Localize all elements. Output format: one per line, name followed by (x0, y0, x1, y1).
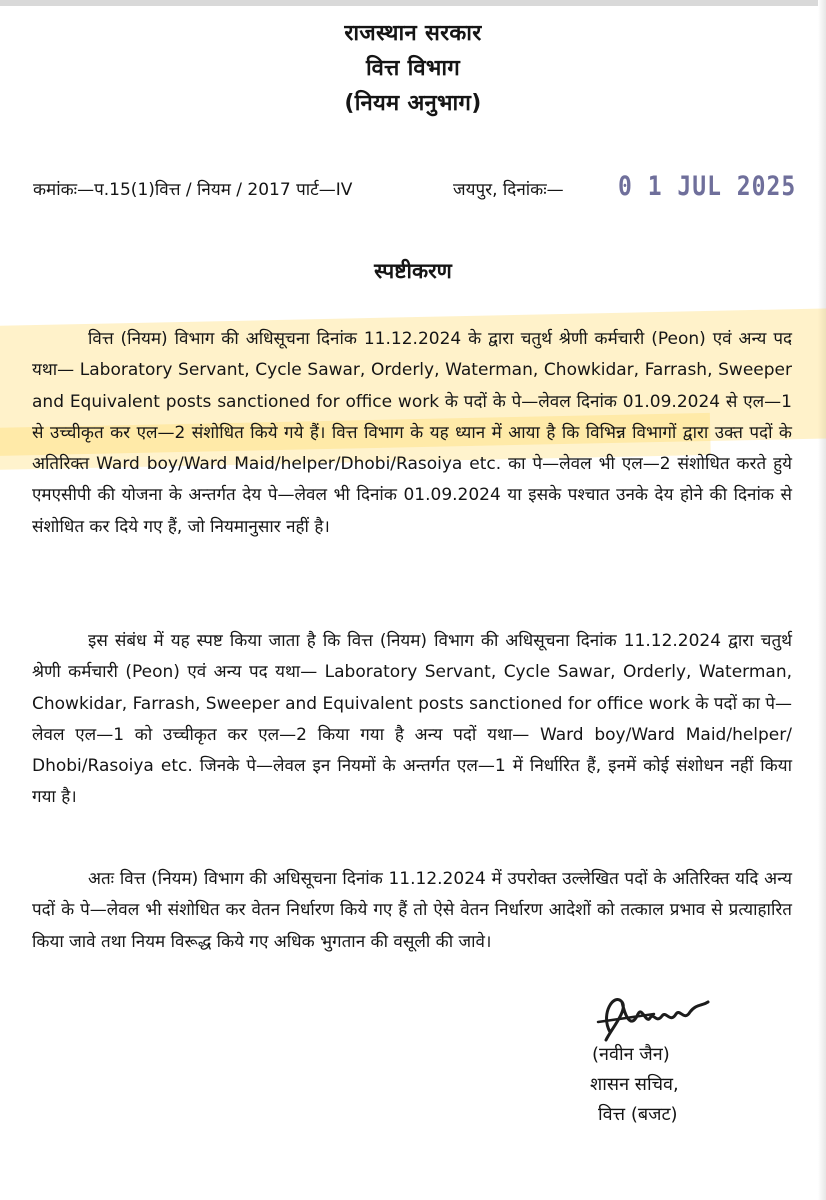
paragraph-1: वित्त (नियम) विभाग की अधिसूचना दिनांक 11.12.2024 के द्वारा चतुर्थ श्रेणी कर्मचारी (Peon) एवं अन्य पद यथा— Laboratory Servant, Cycle Sawar, Orderly, Waterman, Chowkidar, Farrash, Sweeper and Equivalent posts sanctioned for office work के पदों के पे—लेवल दिनांक 01.09.2024 से एल—1 से उच्चीकृत कर एल—2 संशोधित किये गये हैं। वित्त विभाग के यह ध्यान में आया है कि विभिन्न विभागों द्वारा उक्त पदों के अतिरिक्त Ward boy/Ward Maid/helper/Dhobi/Rasoiya etc. का पे—लेवल भी एल—2 संशोधित करते हुये एमएसीपी की योजना के अन्तर्गत देय पे—लेवल भी दिनांक 01.09.2024 या इसके पश्चात उनके देय होने की दिनांक से संशोधित कर दिये गए हैं, जो नियमानुसार नहीं है। (32, 329, 792, 537)
header-government: राजस्थान सरकार (344, 21, 482, 46)
signatory-designation: शासन सचिव, (590, 1074, 679, 1095)
reference-number: कमांकः—प.15(1)वित्त / नियम / 2017 पार्ट—IV (33, 180, 353, 200)
date-stamp: 0 1 JUL 2025 (618, 172, 797, 202)
page-right-edge (818, 0, 826, 1200)
signatory-name: (नवीन जैन) (592, 1044, 670, 1065)
paragraph-3: अतः वित्त (नियम) विभाग की अधिसूचना दिनांक 11.12.2024 में उपरोक्त उल्लेखित पदों के अतिरिक्त यदि अन्य पदों के पे—लेवल भी संशोधित कर वेतन निर्धारण किये गए हैं तो ऐसे वेतन निर्धारण आदेशों को तत्काल प्रभाव से प्रत्याहारित किया जावे तथा नियम विरूद्ध किये गए अधिक भुगतान की वसूली की जावे। (32, 869, 792, 952)
page-top-edge (0, 0, 826, 6)
header-section: (नियम अनुभाग) (344, 91, 482, 116)
document-title: स्पष्टीकरण (374, 259, 452, 283)
place-date-label: जयपुर, दिनांकः— (453, 180, 564, 200)
signatory-department: वित्त (बजट) (598, 1104, 678, 1125)
paragraph-2: इस संबंध में यह स्पष्ट किया जाता है कि वित्त (नियम) विभाग की अधिसूचना दिनांक 11.12.2024 द्वारा चतुर्थ श्रेणी कर्मचारी (Peon) एवं अन्य पद यथा— Laboratory Servant, Cycle Sawar, Orderly, Waterman, Chowkidar, Farrash, Sweeper and Equivalent posts sanctioned for office work के पदों का पे—लेवल एल—1 को उच्चीकृत कर एल—2 किया गया है अन्य पदों यथा— Ward boy/Ward Maid/helper/ Dhobi/Rasoiya etc. जिनके पे—लेवल इन नियमों के अन्तर्गत एल—1 में निर्धारित हैं, इनमें कोई संशोधन नहीं किया गया है। (32, 631, 792, 808)
header-department: वित्त विभाग (365, 56, 461, 81)
